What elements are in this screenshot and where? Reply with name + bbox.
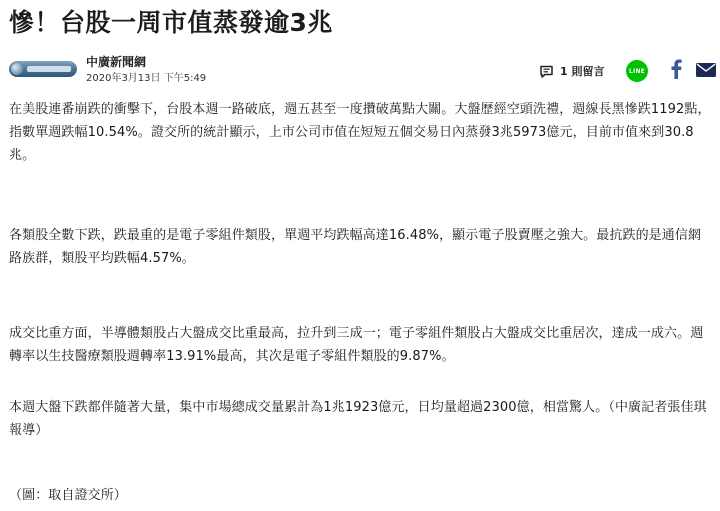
comment-icon xyxy=(539,64,554,79)
line-icon: LINE xyxy=(626,60,648,82)
byline xyxy=(9,54,711,88)
article-paragraph: 各類股全數下跌，跌最重的是電子零組件類股，單週平均跌幅高達16.48%，顯示電子股賣壓之強大。最抗跌的是通信網路族群，類股平均跌幅4.57%。 xyxy=(9,228,702,266)
publish-date: 2020年3月13日 下午5:49 xyxy=(86,73,207,84)
comments-link[interactable] xyxy=(539,62,604,80)
share-facebook-button[interactable] xyxy=(665,60,687,82)
share-line-button[interactable] xyxy=(626,60,648,82)
facebook-icon xyxy=(670,59,682,83)
headline: 慘！台股一周市值蒸發逾3兆 xyxy=(9,8,333,37)
mail-icon xyxy=(696,62,716,81)
article-paragraph: 本週大盤下跌都伴隨著大量，集中市場總成交量累計為1兆1923億元，日均量超過2300億，相當驚人。（中廣記者張佳琪報導） xyxy=(9,400,707,438)
comments-count: 1 則留言 xyxy=(560,65,605,78)
cbs-radio-logo-icon[interactable] xyxy=(9,61,77,77)
article-paragraph: 在美股連番崩跌的衝擊下，台股本週一路破底，週五甚至一度攢破萬點大關。大盤歷經空頭洗禮，週線長黑慘跌1192點，指數單週跌幅10.54%。證交所的統計顯示，上市公司市值在短短五個交易日內蒸發3兆5973億元，目前市值來到30.8兆。 xyxy=(9,102,711,163)
image-credit: （圖：取自證交所） xyxy=(9,488,127,503)
share-email-button[interactable] xyxy=(695,60,717,82)
article-paragraph: 成交比重方面，半導體類股占大盤成交比重最高，拉升到三成一；電子零組件類股占大盤成交比重居次，達成一成六。週轉率以生技醫療類股週轉率13.91%最高，其次是電子零組件類股的9.87%。 xyxy=(9,326,704,364)
source-name[interactable]: 中廣新聞網 xyxy=(86,55,147,69)
